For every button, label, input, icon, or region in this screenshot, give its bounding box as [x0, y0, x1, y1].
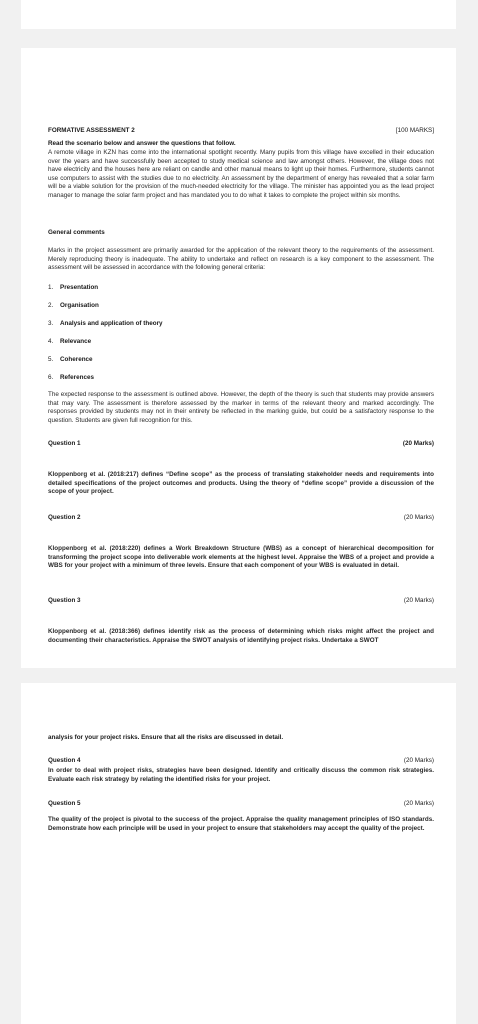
question-3-marks: (20 Marks): [403, 597, 434, 604]
question-5-marks: (20 Marks): [403, 800, 434, 807]
list-item: 5. Coherence: [48, 356, 93, 364]
question-3-text: Kloppenborg et al. (2018:366) defines identify risk as the process of determining which risks might affect the project and documenting their characteristics. Appraise the SWOT analysis of identifying project risks. Undertake a SWOT: [48, 628, 434, 644]
criteria-list: [48, 284, 434, 393]
question-3-label: Question 3: [48, 597, 81, 604]
question-1-label: Question 1: [48, 440, 81, 447]
question-2-label: Question 2: [48, 514, 81, 521]
title-row: [48, 127, 434, 136]
expected-response-text: The expected response to the assessment is outlined above. However, the depth of the theory is such that students may provide answers that may vary. The assessment is therefore assessed by the marker in terms of the relevant theory and marked accordingly. The responses provided by students may not in their entirety be reflected in the marking guide, but could be a satisfactory response to the question. Students are given full recognition for this.: [48, 391, 434, 424]
list-item: 4. Relevance: [48, 338, 92, 346]
question-4-text: In order to deal with project risks, strategies have been designed. Identify and critically discuss the common risk strategies. Evaluate each risk strategy by relating the identified risks for your project.: [48, 767, 434, 783]
question-1-marks: (20 Marks): [402, 440, 434, 447]
question-2-text: Kloppenborg et al. (2018:220) defines a Work Breakdown Structure (WBS) as a concept of hierarchical decomposition for transforming the project scope into deliverable work elements at the highest level. Appraise the WBS of a project and provide a WBS for your project with a minimum of three levels. Ensure that each component of your WBS is evaluated in detail.: [48, 545, 434, 570]
total-marks: [100 MARKS]: [395, 127, 434, 134]
scenario-heading: Read the scenario below and answer the questions that follow.: [48, 140, 236, 147]
document-page-2: [21, 683, 456, 1024]
question-4-marks: (20 Marks): [403, 757, 434, 764]
scenario-text: A remote village in KZN has come into the international spotlight recently. Many pupils from this village have excelled in their education over the years and have successfully been accepted to study medical science and law amongst others. However, the village does not have electricity and the houses here are reliant on candle and other manual means to light up their homes. Furthermore, students cannot use computers to assist with the studies due to no electricity. An assessment by the department of energy has revealed that a solar farm will be a viable solution for the provision of the much-needed electricity for the village. The minister has appointed you as the lead project manager to manage the solar farm project and has mandated you to do what it takes to complete the project within six months.: [48, 149, 434, 199]
assessment-title: FORMATIVE ASSESSMENT 2: [48, 127, 135, 134]
question-1-text: Kloppenborg et al. (2018:217) defines “Define scope” as the process of translating stakeholder needs and requirements into detailed specifications of the project outcomes and products. Using the theory of “define scope” provide a discussion of the scope of your project.: [48, 471, 434, 496]
question-3-continuation: analysis for your project risks. Ensure that all the risks are discussed in detail.: [48, 734, 284, 741]
previous-page-fragment: [21, 0, 456, 29]
general-comments-text: Marks in the project assessment are primarily awarded for the application of the relevant theory to the requirements of the assessment. Merely reproducing theory is inadequate. The ability to undertake and reflect on research is a key component to the assessment. The assessment will be assessed in accordance with the following general criteria:: [48, 247, 434, 272]
list-item: 6. References: [48, 374, 94, 382]
document-page-1: [21, 48, 456, 668]
question-2-marks: (20 Marks): [403, 514, 434, 521]
list-item: 1. Presentation: [48, 284, 99, 291]
question-5-text: The quality of the project is pivotal to the success of the project. Appraise the quality management principles of ISO standards. Demonstrate how each principle will be used in your project to ensure that stakeholders may accept the quality of the project.: [48, 816, 434, 832]
question-5-header: [48, 800, 434, 809]
list-item: 3. Analysis and application of theory: [48, 320, 163, 328]
list-item: 2. Organisation: [48, 302, 99, 310]
general-comments-heading: General comments: [48, 229, 105, 236]
question-2-header: [48, 514, 434, 523]
question-4-label: Question 4: [48, 757, 81, 764]
question-3-header: [48, 597, 434, 606]
question-5-label: Question 5: [48, 800, 81, 807]
question-1-header: [48, 440, 434, 449]
question-4-header: [48, 757, 434, 766]
